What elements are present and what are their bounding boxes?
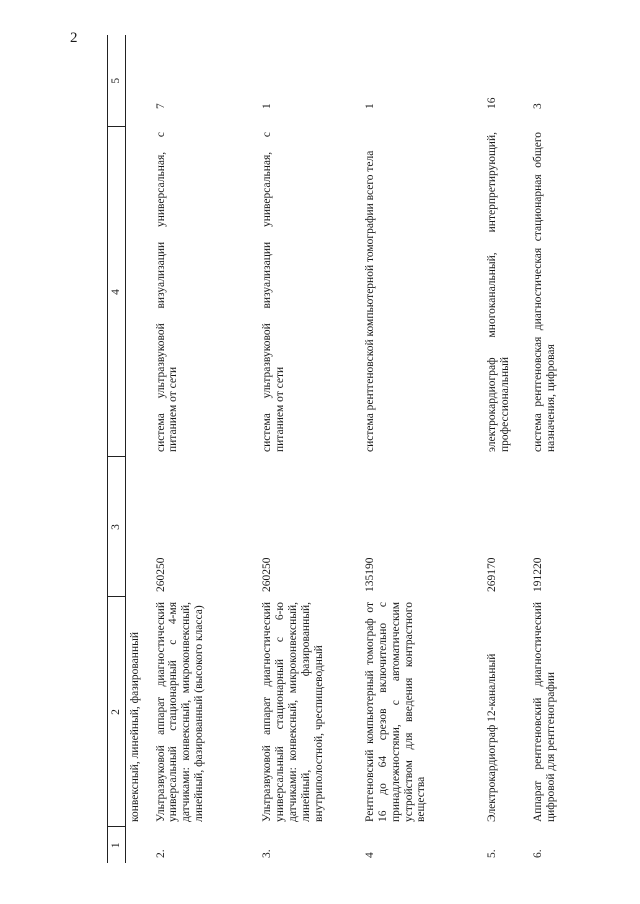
table-row: [483, 35, 529, 863]
equipment-table: [107, 35, 627, 863]
table-row: [258, 35, 361, 863]
equipment-quantity: 7: [154, 103, 167, 109]
equipment-name: Рентгеновский компьютерный томограф от 16 до 64 срезов включительно с принадлежностями, с автоматическим устройством для введения контрастного вещества: [363, 602, 428, 822]
equipment-name: конвексный, линейный, фазированный: [128, 632, 141, 822]
equipment-code: 260250: [261, 557, 274, 592]
equipment-name: Ультразвуковой аппарат диагностический универсальный стационарный с 4-мя датчиками: конвексный, микроконвексный, линейный, фазированный (высокого класса): [154, 602, 206, 822]
row-number: [125, 827, 151, 863]
row-number: 2.: [154, 849, 167, 858]
equipment-name: Аппарат рентгеновский диагностический цифровой для рентгенографии: [531, 602, 557, 822]
equipment-code: 269170: [486, 557, 499, 592]
equipment-code: 260250: [154, 557, 167, 592]
header-col-1: 1: [108, 827, 126, 863]
equipment-description: система ультразвуковой визуализации универсальная, с питанием от сети: [261, 132, 287, 452]
page-number: 2: [70, 30, 78, 46]
equipment-description: электрокардиограф многоканальный, интерпретирующий, профессиональный: [486, 132, 511, 452]
header-col-5: 5: [108, 35, 126, 127]
header-col-3: 3: [108, 457, 126, 597]
table-row: [125, 35, 151, 863]
equipment-table-wrapper: [107, 35, 627, 863]
row-number: 5.: [486, 849, 499, 858]
row-number: 6.: [531, 849, 544, 858]
table-header-row: [108, 35, 126, 863]
equipment-quantity: 1: [261, 103, 274, 109]
row-number: 3.: [261, 849, 274, 858]
equipment-code: [125, 457, 151, 597]
table-row: [361, 35, 483, 863]
equipment-code: 191220: [531, 557, 544, 592]
row-number: 4: [363, 852, 376, 858]
header-col-2: 2: [108, 597, 126, 827]
equipment-description: [125, 127, 151, 457]
equipment-description: система ультразвуковой визуализации универсальная, с питанием от сети: [154, 132, 180, 452]
equipment-code: 135190: [363, 557, 376, 592]
table-row: [529, 35, 627, 863]
table-row: [152, 35, 259, 863]
equipment-table-rotated: [107, 35, 627, 863]
header-col-4: 4: [108, 127, 126, 457]
equipment-description: система рентгеновская диагностическая стационарная общего назначения, цифровая: [531, 132, 557, 452]
equipment-quantity: 16: [486, 97, 499, 109]
equipment-description: система рентгеновской компьютерной томографии всего тела: [363, 150, 376, 452]
equipment-name: Ультразвуковой аппарат диагностический универсальный стационарный с 6-ю датчиками: конвексный, микроконвексный, линейный, фазированный, внутриполостной, чреспищеводный: [261, 602, 325, 822]
equipment-quantity: 3: [531, 103, 544, 109]
equipment-quantity: [125, 35, 151, 127]
equipment-quantity: 1: [363, 103, 376, 109]
equipment-name: Электрокардиограф 12-канальный: [486, 653, 499, 822]
